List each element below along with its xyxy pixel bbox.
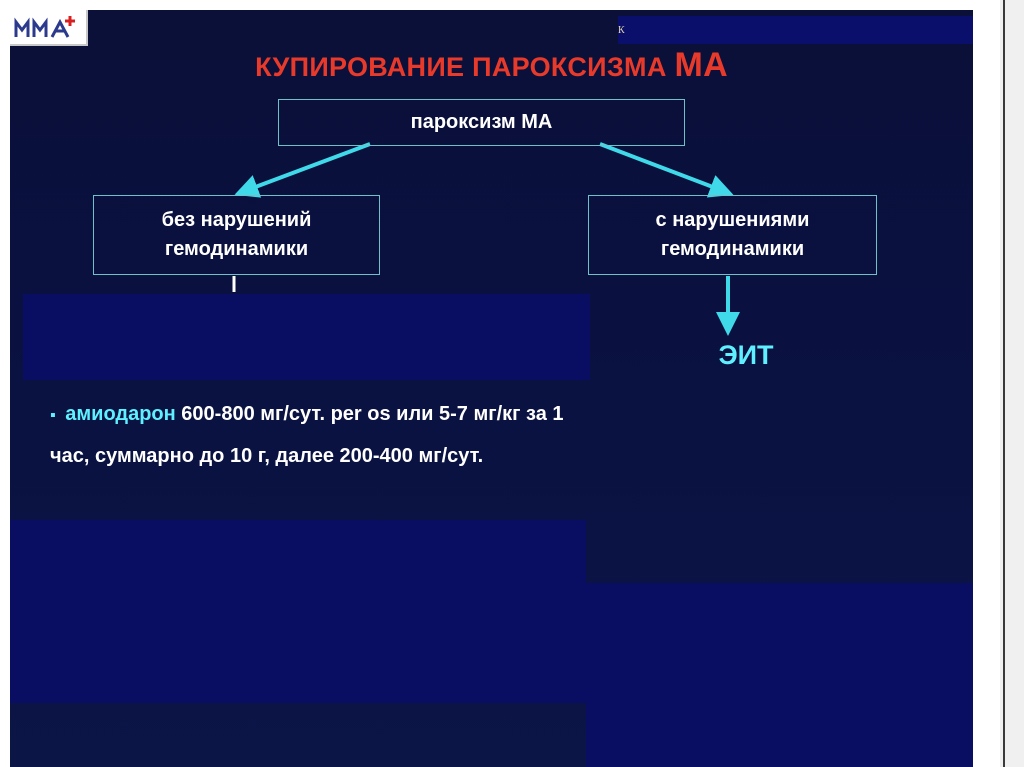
slide — [10, 10, 973, 767]
arrow-to-right-branch — [600, 144, 726, 192]
left-branch-node — [93, 195, 380, 275]
redaction-block — [23, 294, 590, 380]
eit-result: ЭИТ — [718, 340, 774, 370]
root-node-label: пароксизм МА — [410, 111, 553, 133]
bullet-icon: ▪ — [50, 407, 56, 424]
right-branch-label: с нарушениями гемодинамики — [655, 209, 810, 260]
title-emphasis: МА — [674, 46, 728, 84]
right-branch-node — [588, 195, 877, 275]
root-node — [278, 99, 685, 146]
redaction-block — [10, 520, 586, 703]
drug-name: амиодарон — [65, 403, 176, 425]
window-border — [1003, 0, 1005, 767]
header-bar-text: К — [618, 25, 626, 36]
dosage-text: 600-800 мг/сут. per os или 5-7 мг/кг за 1 час, суммарно до 10 г, далее 200-400 мг/сут. — [50, 403, 564, 467]
left-branch-label: без нарушений гемодинамики — [161, 209, 312, 260]
treatment-text — [50, 394, 570, 477]
title-main: КУПИРОВАНИЕ ПАРОКСИЗМА — [255, 52, 667, 82]
redaction-block — [586, 583, 973, 767]
arrow-to-left-branch — [242, 144, 370, 192]
